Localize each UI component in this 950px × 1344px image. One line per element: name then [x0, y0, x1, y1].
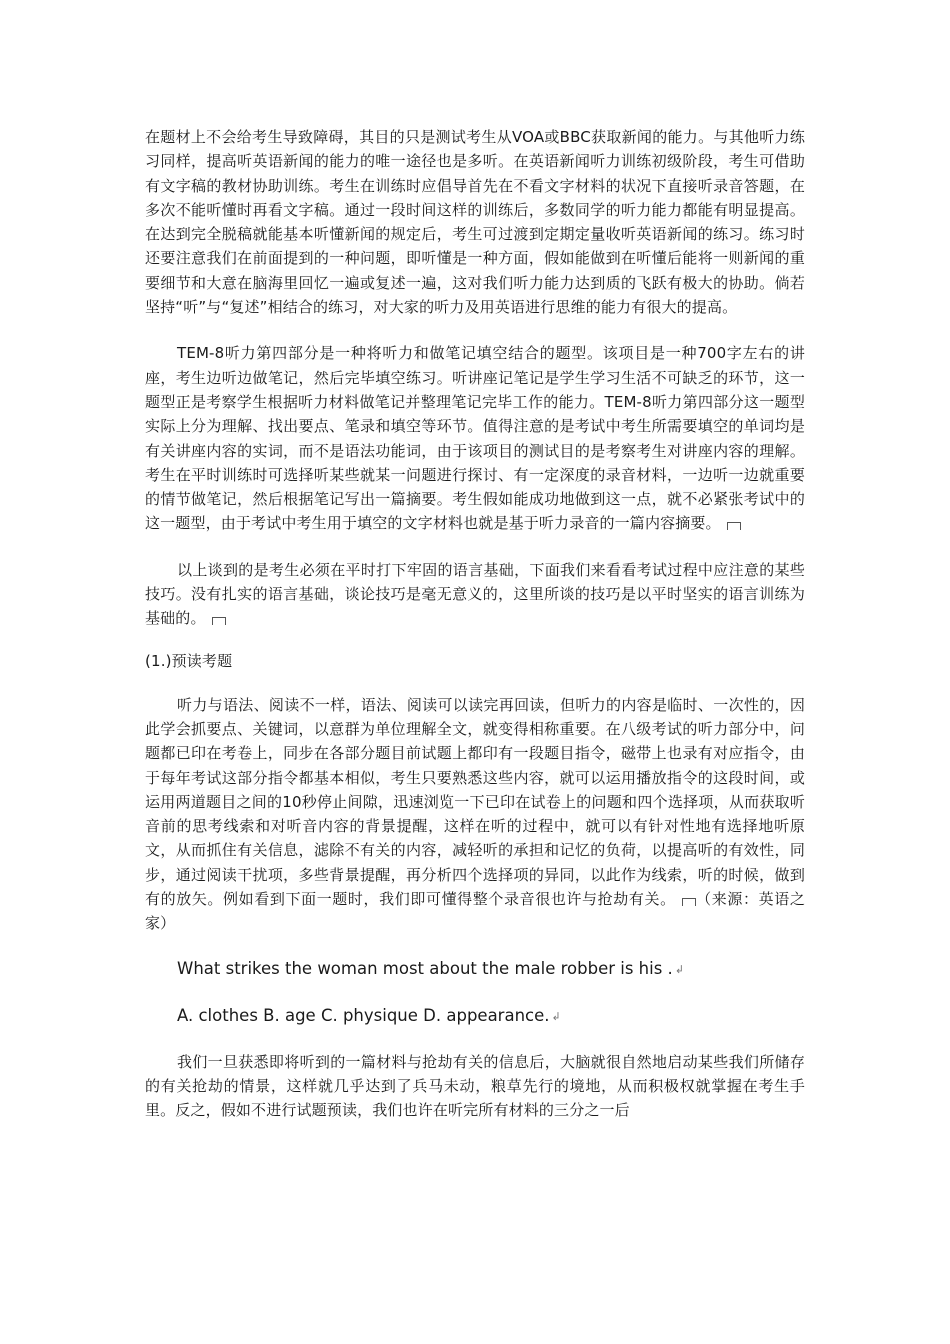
- example-question-text: What strikes the woman most about the male robber is his .: [177, 958, 673, 978]
- paragraph-robbery-context: 我们一旦获悉即将听到的一篇材料与抢劫有关的信息后，大脑就很自然地启动某些我们所储存的有关抢劫的情景，这样就几乎达到了兵马未动，粮草先行的境地，从而积极权就掌握在考生手里。反之，假如不进行试题预读，我们也许在听完所有材料的三分之一后: [145, 1052, 805, 1120]
- example-question: [145, 956, 805, 983]
- paragraph-skills-intro: [145, 558, 805, 631]
- paragraph-news-listening: 在题材上不会给考生导致障碍，其目的只是测试考生从VOA或BBC获取新闻的能力。与其他听力练习同样，提高听英语新闻的能力的唯一途径也是多听。在英语新闻听力训练初级阶段，考生可借助有文字稿的教材协助训练。考生在训练时应倡导首先在不看文字材料的状况下直接听录音答题，在多次不能听懂时再看文字稿。通过一段时间这样的训练后，多数同学的听力能力都能有明显提高。在达到完全脱稿就能基本听懂新闻的规定后，考生可过渡到定期定量收听英语新闻的练习。练习时还要注意我们在前面提到的一种问题，即听懂是一种方面，假如能做到在听懂后能将一则新闻的重要细节和大意在脑海里回忆一遍或复述一遍，这对我们听力能力达到质的飞跃有极大的协助。倘若坚持“听”与“复述”相结合的练习，对大家的听力及用英语进行思维的能力有很大的提高。: [145, 128, 805, 317]
- paragraph-preview-text: 听力与语法、阅读不一样，语法、阅读可以读完再回读，但听力的内容是临时、一次性的，因此学会抓要点、关键词，以意群为单位理解全文，就变得相称重要。在八级考试的听力部分中，问题都已印在考卷上，同步在各部分题目前试题上都印有一段题目指令，磁带上也录有对应指令，由于每年考试这部分指令都基本相似，考生只要熟悉这些内容，就可以运用播放指令的这段时间，或运用两道题目之间的10秒停止间隙，迅速浏览一下已印在试卷上的问题和四个选择项，从而获取听音前的思考线索和对听音内容的背景提醒，这样在听的过程中，就可以有针对性地有选择地听原文，从而抓住有关信息，滤除不有关的内容，减轻听的承担和记忆的负荷，以提高听的有效性，同步，通过阅读干扰项，多些背景提醒，再分析四个选择项的异同，以此作为线索，听的时候，做到有的放矢。例如看到下面一题时，我们即可懂得整个录音很也许与抢劫有关。: [145, 695, 805, 909]
- paragraph-end-mark: [682, 898, 696, 906]
- example-options: [145, 1003, 805, 1030]
- paragraph-skills-text: 以上谈到的是考生必须在平时打下牢固的语言基础，下面我们来看看考试过程中应注意的某些技巧。没有扎实的语言基础，谈论技巧是毫无意义的，这里所谈的技巧是以平时坚实的语言训练为基础的。: [145, 560, 805, 628]
- line-break-icon: ↲: [551, 1009, 561, 1023]
- paragraph-end-mark: [212, 617, 226, 625]
- paragraph-preview-questions: [145, 693, 805, 936]
- example-options-text: A. clothes B. age C. physique D. appearance.: [177, 1005, 550, 1025]
- document-body: [145, 125, 805, 1123]
- line-break-icon: ↲: [674, 962, 685, 976]
- section-heading-preview: (1.)预读考题: [145, 651, 233, 670]
- paragraph-end-mark: [727, 522, 741, 530]
- source-note: （来源：英语之家）: [145, 890, 805, 933]
- paragraph-tem8-section4: [145, 341, 805, 535]
- paragraph-tem8-text: TEM-8听力第四部分是一种将听力和做笔记填空结合的题型。该项目是一种700字左右的讲座，考生边听边做笔记，然后完毕填空练习。听讲座记笔记是学生学习生活不可缺乏的环节，这一题型正是考察学生根据听力材料做笔记并整理笔记完毕工作的能力。TEM-8听力第四部分这一题型实际上分为理解、找出要点、笔录和填空等环节。值得注意的是考试中考生所需要填空的单词均是有关讲座内容的实词，而不是语法功能词，由于该项目的测试目的是考察考生对讲座内容的理解。考生在平时训练时可选择听某些就某一问题进行探讨、有一定深度的录音材料，一边听一边就重要的情节做笔记，然后根据笔记写出一篇摘要。考生假如能成功地做到这一点，就不必紧张考试中的这一题型，由于考试中考生用于填空的文字材料也就是基于听力录音的一篇内容摘要。: [145, 344, 805, 533]
